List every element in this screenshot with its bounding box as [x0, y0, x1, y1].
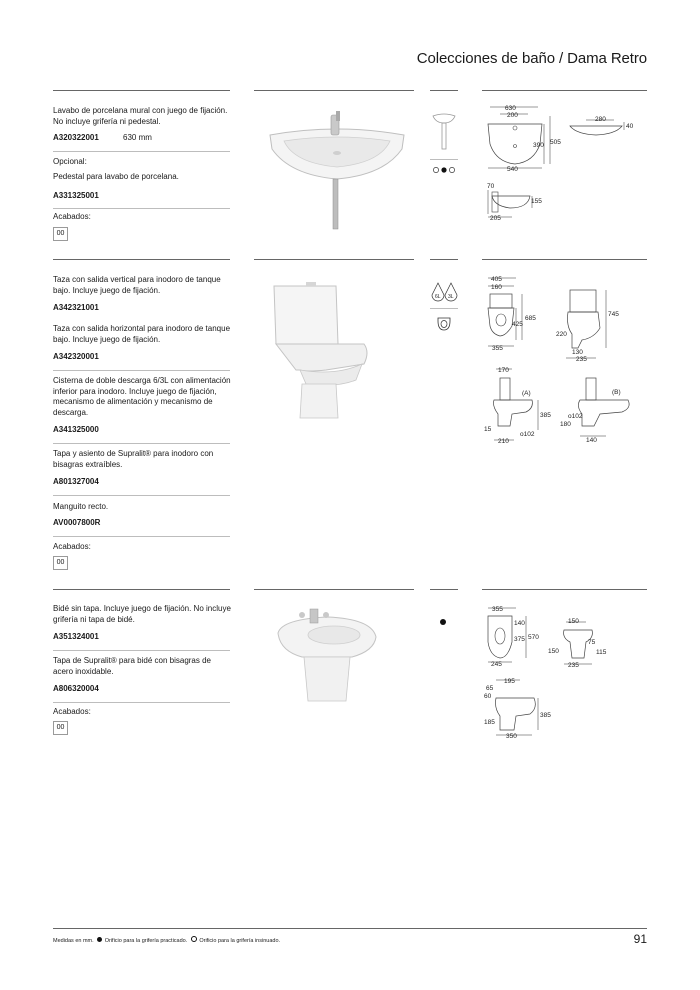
dim-label: 570: [528, 634, 539, 641]
section-divider: [53, 259, 230, 260]
product-code: A342321001: [53, 303, 99, 312]
item-divider: [53, 495, 230, 496]
product-code: A331325001: [53, 191, 99, 200]
dual-flush-icon: [430, 281, 460, 303]
washbasin-dimension-drawing: [482, 104, 652, 226]
section-divider: [430, 259, 458, 260]
item-divider: [53, 702, 230, 703]
product-description: Taza con salida horizontal para inodoro de tanque bajo. Incluye juego de fijación.: [53, 324, 231, 344]
dim-label: 235: [568, 662, 579, 669]
item-divider: [53, 536, 230, 537]
dim-label: 385: [540, 712, 551, 719]
dim-label: 195: [504, 678, 515, 685]
finishes-label: Acabados:: [53, 212, 91, 221]
dim-label: 130: [572, 349, 583, 356]
product-description: Cisterna de doble descarga 6/3L con alimentación inferior para inodoro. Incluye juego de fijación, mecanismo de alimentación y mecanismo de descarga.: [53, 376, 231, 417]
page-number: 91: [633, 932, 647, 946]
footer-drilled: Orificio para la grifería practicado.: [104, 938, 188, 944]
item-divider: [53, 208, 230, 209]
dim-label: 155: [531, 198, 542, 205]
dim-label: 425: [512, 321, 523, 328]
bidet-dimension-drawing: [482, 602, 652, 742]
dim-label: 140: [586, 437, 597, 444]
finish-swatch[interactable]: 00: [53, 721, 68, 735]
dim-label: (B): [612, 389, 621, 396]
dim-label: 385: [540, 412, 551, 419]
item-divider: [53, 443, 230, 444]
dim-label: 115: [596, 649, 607, 656]
toilet-top-view-icon: [436, 316, 452, 332]
washbasin-image: [262, 105, 412, 235]
dim-label: 355: [492, 606, 503, 613]
dim-label: o102: [568, 413, 583, 420]
dim-label: 745: [608, 311, 619, 318]
flush-6l-label: 6L: [435, 294, 441, 300]
dim-label: 205: [490, 215, 501, 222]
tap-hole-options-icon: [432, 165, 458, 175]
dim-label: o102: [520, 431, 535, 438]
dim-label: 15: [484, 426, 492, 433]
product-description: Tapa de Supralit® para bidé con bisagras de acero inoxidable.: [53, 656, 211, 676]
filled-circle-icon: [97, 937, 102, 942]
product-code: A320322001: [53, 133, 99, 142]
dim-label: 140: [514, 620, 525, 627]
dim-label: 540: [507, 166, 518, 173]
section-divider: [254, 259, 414, 260]
product-description: Taza con salida vertical para inodoro de tanque bajo. Incluye juego de fijación.: [53, 275, 221, 295]
footer-note: [53, 936, 280, 944]
section-divider: [430, 90, 458, 91]
product-code: A806320004: [53, 684, 99, 693]
section-divider: [254, 589, 414, 590]
section-divider: [430, 589, 458, 590]
product-size: 630 mm: [123, 133, 152, 142]
product-code: A341325000: [53, 425, 99, 434]
dim-label: 630: [505, 105, 516, 112]
dim-label: 350: [506, 733, 517, 740]
footer-marked: Orificio para la grifería insinuado.: [199, 938, 281, 944]
product-code: A351324001: [53, 632, 99, 641]
section-divider: [53, 90, 230, 91]
item-divider: [53, 151, 230, 152]
section-divider: [482, 589, 647, 590]
hollow-circle-icon: [191, 936, 197, 942]
dim-label: 245: [491, 661, 502, 668]
dim-label: 685: [525, 315, 536, 322]
product-description: Lavabo de porcelana mural con juego de fijación. No incluye grifería ni pedestal.: [53, 106, 228, 126]
bidet-image: [272, 603, 382, 713]
dim-label: 60: [484, 693, 492, 700]
dim-label: 390: [533, 142, 544, 149]
dim-label: 405: [491, 276, 502, 283]
icon-divider: [430, 308, 458, 309]
footer-divider: [53, 928, 647, 929]
finish-swatch[interactable]: 00: [53, 227, 68, 241]
product-description: Bidé sin tapa. Incluye juego de fijación. No incluye grifería ni tapa de bidé.: [53, 604, 231, 624]
dim-label: 150: [568, 618, 579, 625]
footer-units: Medidas en mm.: [53, 938, 94, 944]
dim-label: 65: [486, 685, 494, 692]
page-title: Colecciones de baño / Dama Retro: [416, 50, 647, 67]
flush-3l-label: 3L: [448, 294, 454, 300]
dim-label: 355: [492, 345, 503, 352]
dim-label: 280: [595, 116, 606, 123]
section-divider: [482, 259, 647, 260]
product-code: AV0007800R: [53, 518, 101, 527]
dim-label: 40: [626, 123, 634, 130]
item-divider: [53, 370, 230, 371]
dim-label: 75: [588, 639, 596, 646]
finishes-label: Acabados:: [53, 707, 91, 716]
product-description: Pedestal para lavabo de porcelana.: [53, 172, 179, 181]
item-divider: [53, 650, 230, 651]
dim-label: (A): [522, 390, 531, 397]
dim-label: 170: [498, 367, 509, 374]
finishes-label: Acabados:: [53, 542, 91, 551]
dim-label: 235: [576, 356, 587, 363]
dim-label: 150: [548, 648, 559, 655]
dim-label: 220: [556, 331, 567, 338]
tap-hole-drilled-icon: [438, 617, 448, 627]
icon-divider: [430, 159, 458, 160]
toilet-dimension-drawing: [482, 274, 652, 454]
dim-label: 180: [560, 421, 571, 428]
product-code: A342320001: [53, 352, 99, 361]
section-divider: [254, 90, 414, 91]
dim-label: 70: [487, 183, 495, 190]
dim-label: 200: [507, 112, 518, 119]
section-divider: [53, 589, 230, 590]
optional-label: Opcional:: [53, 157, 87, 166]
toilet-image: [266, 280, 396, 425]
product-description: Manguito recto.: [53, 502, 109, 511]
dim-label: 210: [498, 438, 509, 445]
product-code: A801327004: [53, 477, 99, 486]
dim-label: 375: [514, 636, 525, 643]
dim-label: 185: [484, 719, 495, 726]
pedestal-washbasin-icon: [430, 108, 458, 156]
dim-label: 160: [491, 284, 502, 291]
finish-swatch[interactable]: 00: [53, 556, 68, 570]
product-description: Tapa y asiento de Supralit® para inodoro con bisagras extraíbles.: [53, 449, 214, 469]
dim-label: 505: [550, 139, 561, 146]
section-divider: [482, 90, 647, 91]
